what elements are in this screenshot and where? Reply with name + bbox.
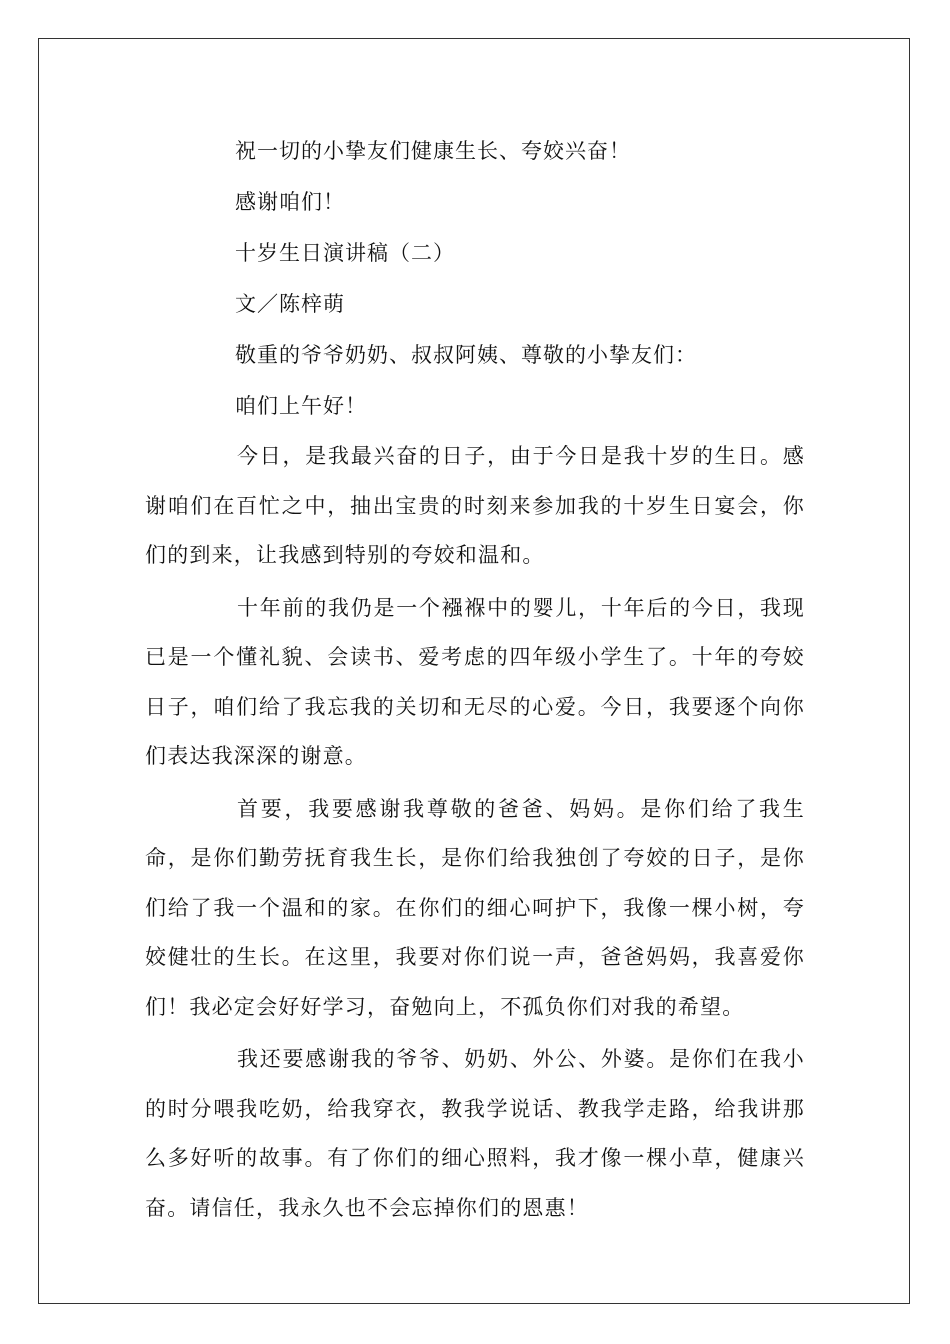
- body-paragraph: 我还要感谢我的爷爷、奶奶、外公、外婆。是你们在我小的时分喂我吃奶，给我穿衣，教我学说话、教我学走路，给我讲那么多好听的故事。有了你们的细心照料，我才像一棵小草，健康兴奋。请信任，我永久也不会忘掉你们的恩惠！: [145, 1047, 805, 1220]
- document-body: [145, 126, 805, 1233]
- closing-wish-line: 祝一切的小挚友们健康生长、夸姣兴奋！: [235, 139, 631, 163]
- speech-title: 十岁生日演讲稿（二）: [235, 241, 455, 265]
- thanks-line: 感谢咱们！: [235, 190, 345, 214]
- body-paragraph: 首要，我要感谢我尊敬的爸爸、妈妈。是你们给了我生命，是你们勤劳抚育我生长，是你们给我独创了夸姣的日子，是你们给了我一个温和的家。在你们的细心呵护下，我像一棵小树，夸姣健壮的生长。在这里，我要对你们说一声，爸爸妈妈，我喜爱你们！我必定会好好学习，奋勉向上，不孤负你们对我的希望。: [145, 796, 805, 1019]
- salutation-line: 敬重的爷爷奶奶、叔叔阿姨、尊敬的小挚友们：: [235, 343, 697, 367]
- body-paragraph: 今日，是我最兴奋的日子，由于今日是我十岁的生日。感谢咱们在百忙之中，抽出宝贵的时刻来参加我的十岁生日宴会，你们的到来，让我感到特别的夸姣和温和。: [145, 444, 805, 567]
- greeting-line: 咱们上午好！: [235, 394, 367, 418]
- body-paragraph: 十年前的我仍是一个襁褓中的婴儿，十年后的今日，我现已是一个懂礼貌、会读书、爱考虑的四年级小学生了。十年的夸姣日子，咱们给了我忘我的关切和无尽的心爱。今日，我要逐个向你们表达我深深的谢意。: [145, 595, 805, 768]
- author-line: 文／陈梓萌: [235, 292, 345, 316]
